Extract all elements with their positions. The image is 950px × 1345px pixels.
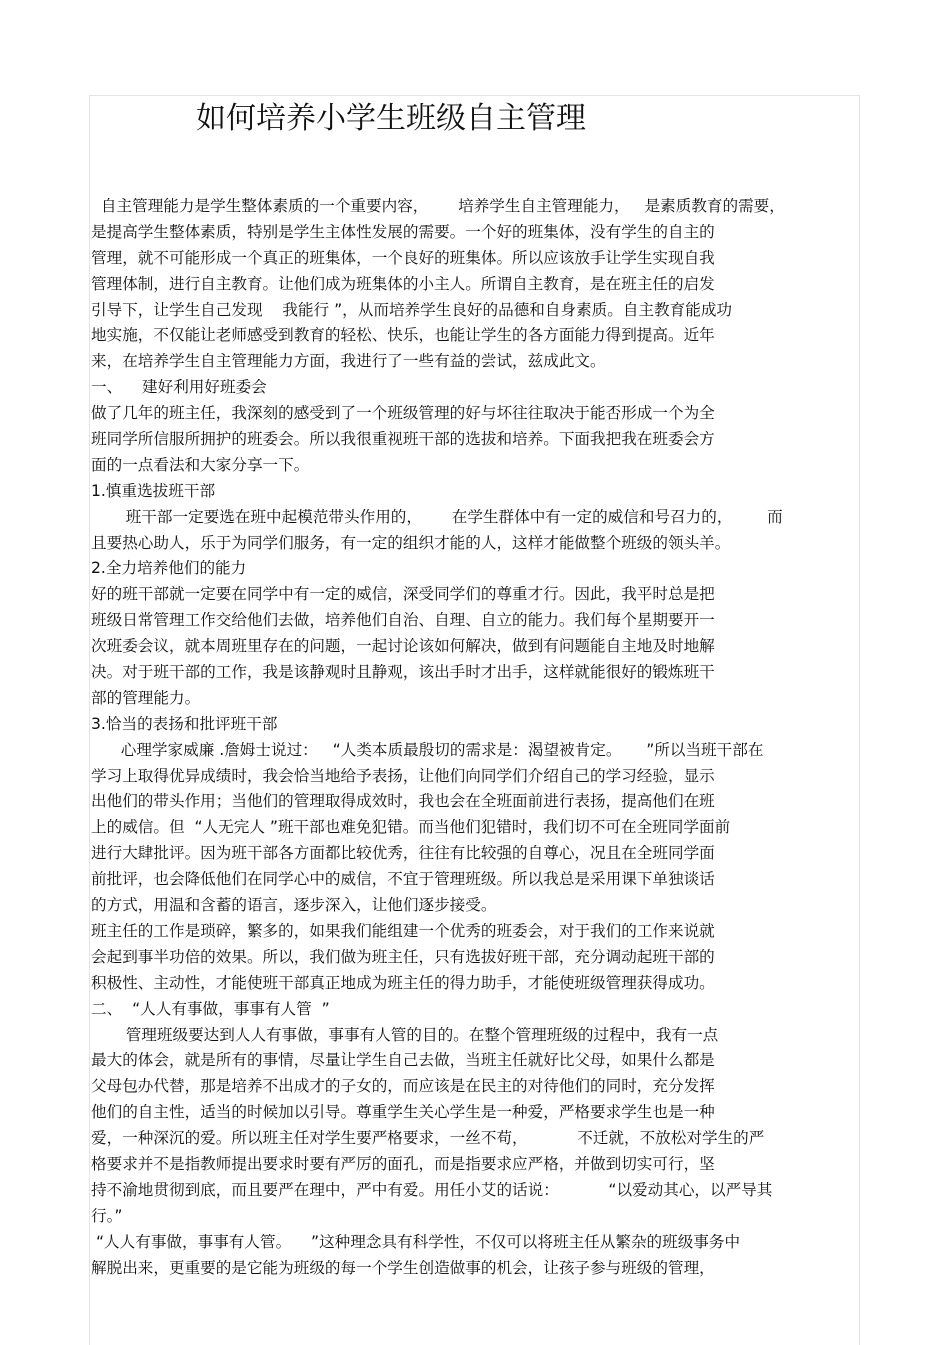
text-line: 2.全力培养他们的能力 <box>91 559 247 578</box>
text-line: 管理体制，进行自主教育。让他们成为班集体的小主人。所谓自主教育，是在班主任的启发 <box>91 274 715 293</box>
text-line: 是提高学生整体素质，特别是学生主体性发展的需要。一个好的班集体，没有学生的自主的 <box>91 222 715 241</box>
text-line: 的方式，用温和含蓄的语言，逐步深入，让他们逐步接受。 <box>91 896 497 915</box>
text-line: “人人有事做，事事有人管。 ”这种理念具有科学性，不仅可以将班主任从繁杂的班级事务中 <box>91 1232 741 1251</box>
text-line: 最大的体会，就是所有的事情，尽量让学生自己去做，当班主任就好比父母，如果什么都是 <box>91 1051 715 1070</box>
text-line: 地实施，不仅能让老师感受到教育的轻松、快乐，也能让学生的各方面能力得到提高。近年 <box>91 326 715 345</box>
text-line: 格要求并不是指教师提出要求时要有严厉的面孔，而是指要求应严格，并做到切实可行，坚 <box>91 1154 715 1173</box>
text-line: 解脱出来，更重要的是它能为班级的每一个学生创造做事的机会，让孩子参与班级的管理， <box>91 1258 715 1277</box>
text-line: 行。” <box>91 1206 123 1225</box>
text-line: 班同学所信服所拥护的班委会。所以我很重视班干部的选拔和培养。下面我把我在班委会方 <box>91 430 715 449</box>
text-line: 会起到事半功倍的效果。所以，我们做为班主任，只有选拔好班干部，充分调动起班干部的 <box>91 947 715 966</box>
text-line: 决。对于班干部的工作，我是该静观时且静观，该出手时才出手，这样就能很好的锻炼班干 <box>91 663 715 682</box>
text-line: 部的管理能力。 <box>91 688 201 707</box>
text-line: 引导下，让学生自己发现 我能行 ”，从而培养学生良好的品德和自身素质。自主教育能成功 <box>91 300 733 319</box>
text-line: 次班委会议，就本周班里存在的问题，一起讨论该如何解决，做到有问题能自主地及时地解 <box>91 637 715 656</box>
text-line: 自主管理能力是学生整体素质的一个重要内容， 培养学生自主管理能力， 是素质教育的需要， <box>91 197 785 215</box>
text-line: 一、 建好利用好班委会 <box>91 378 267 397</box>
text-line: 1.慎重选拔班干部 <box>91 481 216 500</box>
text-line: 他们的自主性，适当的时候加以引导。尊重学生关心学生是一种爱，严格要求学生也是一种 <box>91 1103 715 1122</box>
document-title: 如何培养小学生班级自主管理 <box>196 101 586 136</box>
text-line: 持不渝地贯彻到底，而且要严在理中，严中有爱。用任小艾的话说： “以爱动其心，以严导其 <box>91 1180 773 1199</box>
text-line: 做了几年的班主任，我深刻的感受到了一个班级管理的好与坏往往取决于能否形成一个为全 <box>91 404 715 423</box>
text-line: 上的威信。但 “人无完人 ”班干部也难免犯错。而当他们犯错时，我们切不可在全班同学面前 <box>91 818 731 837</box>
document-body <box>91 194 861 1281</box>
text-line: 出他们的带头作用；当他们的管理取得成效时，我也会在全班面前进行表扬，提高他们在班 <box>91 792 715 811</box>
text-line: 班干部一定要选在班中起模范带头作用的， 在学生群体中有一定的威信和号召力的， 而 <box>91 507 783 526</box>
text-line: 爱，一种深沉的爱。所以班主任对学生要严格要求，一丝不苟， 不迁就，不放松对学生的严 <box>91 1129 765 1148</box>
text-line: 二、 “人人有事做，事事有人管 ” <box>91 999 330 1018</box>
text-line: 父母包办代替，那是培养不出成才的子女的，而应该是在民主的对待他们的同时，充分发挥 <box>91 1077 715 1096</box>
text-line: 且要热心助人，乐于为同学们服务，有一定的组织才能的人，这样才能做整个班级的领头羊。 <box>91 533 731 552</box>
text-line: 3.恰当的表扬和批评班干部 <box>91 714 278 733</box>
text-line: 来，在培养学生自主管理能力方面，我进行了一些有益的尝试，兹成此文。 <box>91 352 606 371</box>
text-line: 班级日常管理工作交给他们去做，培养他们自治、自理、自立的能力。我们每个星期要开一 <box>91 611 715 630</box>
text-line: 积极性、主动性，才能使班干部真正地成为班主任的得力助手，才能使班级管理获得成功。 <box>91 973 715 992</box>
text-line: 前批评，也会降低他们在同学心中的威信，不宜于管理班级。所以我总是采用课下单独谈话 <box>91 870 715 889</box>
text-line: 管理，就不可能形成一个真正的班集体，一个良好的班集体。所以应该放手让学生实现自我 <box>91 248 715 267</box>
text-line: 进行大肆批评。因为班干部各方面都比较优秀，往往有比较强的自尊心，况且在全班同学面 <box>91 844 715 863</box>
text-line: 管理班级要达到人人有事做，事事有人管的目的。在整个管理班级的过程中，我有一点 <box>91 1025 719 1044</box>
text-line: 面的一点看法和大家分享一下。 <box>91 455 310 474</box>
text-line: 班主任的工作是琐碎，繁多的，如果我们能组建一个优秀的班委会，对于我们的工作来说就 <box>91 921 715 940</box>
text-line: 学习上取得优异成绩时，我会恰当地给予表扬，让他们向同学们介绍自己的学习经验，显示 <box>91 766 715 785</box>
text-line: 心理学家威廉 .詹姆士说过： “人类本质最殷切的需求是：渴望被肯定。 ”所以当班干部在 <box>91 740 764 759</box>
text-line: 好的班干部就一定要在同学中有一定的威信，深受同学们的尊重才行。因此，我平时总是把 <box>91 585 715 604</box>
